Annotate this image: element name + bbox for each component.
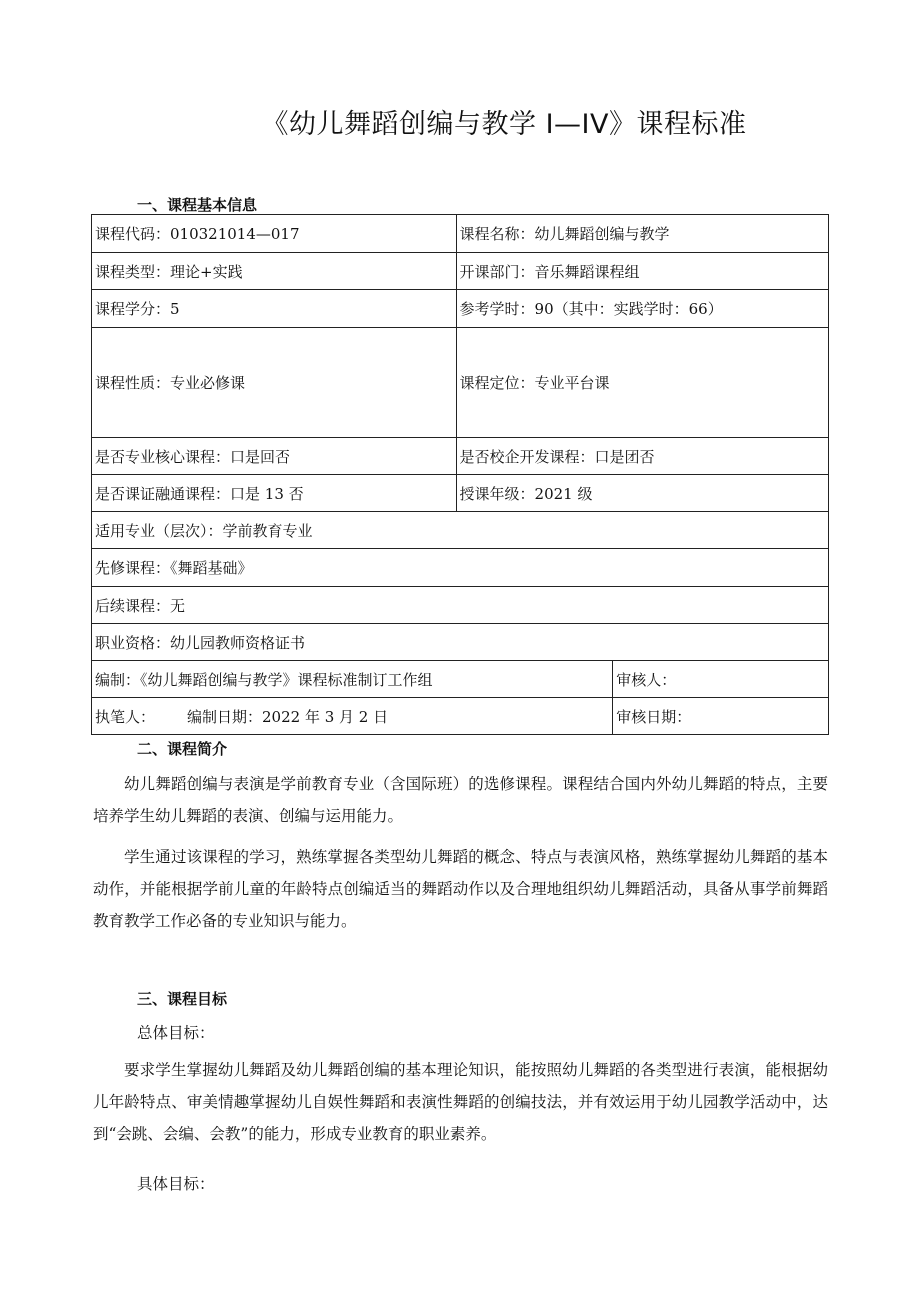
course-name-cell: 课程名称：幼儿舞蹈创编与教学 (456, 215, 828, 253)
course-info-table (91, 214, 829, 735)
department-cell: 开课部门：音乐舞蹈课程组 (456, 253, 828, 290)
section-heading-goals: 三、课程目标 (137, 990, 228, 1008)
course-nature-cell: 课程性质：专业必修课 (92, 328, 457, 438)
grade-cell: 授课年级：2021 级 (456, 475, 828, 512)
compile-date: 编制日期：2022 年 3 月 2 日 (187, 707, 389, 726)
certificate-integration-cell: 是否课证融通课程：口是 13 否 (92, 475, 457, 512)
intro-paragraph-1: 幼儿舞蹈创编与表演是学前教育专业（含国际班）的选修课程。课程结合国内外幼儿舞蹈的特点，主要培养学生幼儿舞蹈的表演、创编与运用能力。 (93, 775, 828, 825)
writer-date-cell (92, 698, 613, 735)
qualification-cell: 职业资格：幼儿园教师资格证书 (92, 624, 829, 661)
overall-goal-text: 要求学生掌握幼儿舞蹈及幼儿舞蹈创编的基本理论知识，能按照幼儿舞蹈的各类型进行表演，能根据幼儿年龄特点、审美情趣掌握幼儿自娱性舞蹈和表演性舞蹈的创编技法，并有效运用于幼儿园教学活动中，达到“会跳、会编、会教”的能力，形成专业教育的职业素养。 (93, 1061, 828, 1143)
review-date-cell: 审核日期： (613, 698, 829, 735)
section-heading-intro: 二、课程简介 (137, 740, 228, 758)
writer-label: 执笔人： (95, 707, 156, 726)
core-course-cell: 是否专业核心课程：口是回否 (92, 438, 457, 475)
specific-goal-label: 具体目标： (137, 1175, 215, 1193)
reviewer-cell: 审核人： (613, 661, 829, 698)
course-position-cell: 课程定位：专业平台课 (456, 328, 828, 438)
reference-hours-cell: 参考学时：90（其中：实践学时：66） (456, 290, 828, 328)
course-code-cell: 课程代码：010321014—017 (92, 215, 457, 253)
compiler-cell: 编制：《幼儿舞蹈创编与教学》课程标准制订工作组 (92, 661, 613, 698)
school-enterprise-cell: 是否校企开发课程：口是团否 (456, 438, 828, 475)
page-title: 《幼儿舞蹈创编与教学 I—IV》课程标准 (261, 109, 747, 140)
intro-paragraph-2: 学生通过该课程的学习，熟练掌握各类型幼儿舞蹈的概念、特点与表演风格，熟练掌握幼儿舞蹈的基本动作，并能根据学前儿童的年龄特点创编适当的舞蹈动作以及合理地组织幼儿舞蹈活动，具备从事学前舞蹈教育教学工作必备的专业知识与能力。 (93, 848, 828, 930)
prerequisite-cell: 先修课程：《舞蹈基础》 (92, 549, 829, 587)
course-type-cell: 课程类型：理论+实践 (92, 253, 457, 290)
follow-up-course-cell: 后续课程：无 (92, 587, 829, 624)
applicable-major-cell: 适用专业（层次）：学前教育专业 (92, 512, 829, 549)
overall-goal-label: 总体目标： (137, 1024, 215, 1042)
section-heading-basic-info: 一、课程基本信息 (137, 196, 258, 214)
course-credit-cell: 课程学分：5 (92, 290, 457, 328)
